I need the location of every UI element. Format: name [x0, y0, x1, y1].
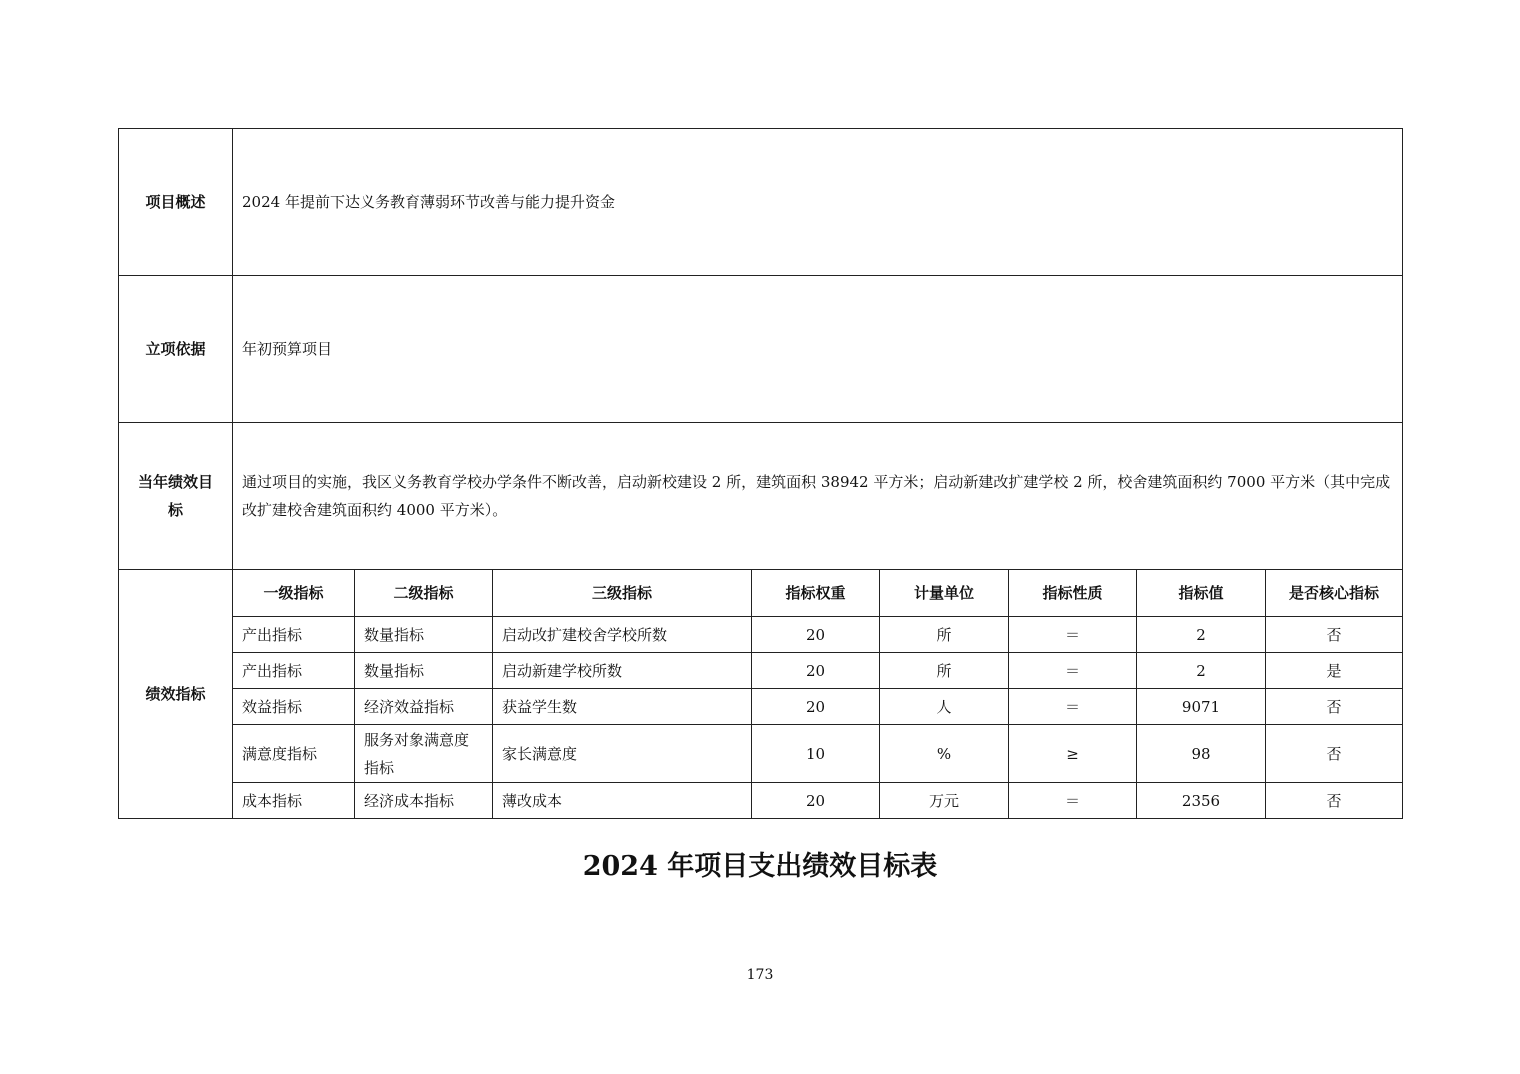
table-cell: 满意度指标: [233, 725, 355, 783]
table-cell: 产出指标: [233, 653, 355, 689]
table-cell: 启动改扩建校舍学校所数: [493, 617, 752, 653]
table-row: [119, 725, 1403, 783]
annual-goal-value: 通过项目的实施，我区义务教育学校办学条件不断改善，启动新校建设 2 所，建筑面积 38942 平方米；启动新建改扩建学校 2 所，校舍建筑面积约 7000 平方米（其中完成改扩建校舍建筑面积约 4000 平方米）。: [233, 423, 1403, 570]
annual-goal-label: 当年绩效目标: [119, 423, 233, 570]
basis-row: [119, 276, 1403, 423]
table-cell: 20: [752, 617, 880, 653]
table-cell: 10: [752, 725, 880, 783]
indicators-label: 绩效指标: [119, 570, 233, 819]
overview-value: 2024 年提前下达义务教育薄弱环节改善与能力提升资金: [233, 129, 1403, 276]
overview-row: [119, 129, 1403, 276]
table-cell: 20: [752, 783, 880, 819]
table-cell: 所: [880, 617, 1009, 653]
table-cell: 效益指标: [233, 689, 355, 725]
table-cell: 成本指标: [233, 783, 355, 819]
table-cell: 薄改成本: [493, 783, 752, 819]
table-cell: %: [880, 725, 1009, 783]
table-row: [119, 689, 1403, 725]
table-cell: ＝: [1009, 653, 1137, 689]
table-cell: 家长满意度: [493, 725, 752, 783]
column-header: 是否核心指标: [1266, 570, 1403, 617]
table-cell: 获益学生数: [493, 689, 752, 725]
column-header: 指标权重: [752, 570, 880, 617]
overview-label: 项目概述: [119, 129, 233, 276]
table-cell: 98: [1137, 725, 1266, 783]
table-row: [119, 783, 1403, 819]
table-cell: 否: [1266, 617, 1403, 653]
table-cell: 万元: [880, 783, 1009, 819]
annual-goal-row: [119, 423, 1403, 570]
table-cell: ＝: [1009, 783, 1137, 819]
column-header: 计量单位: [880, 570, 1009, 617]
table-cell: 服务对象满意度指标: [355, 725, 493, 783]
table-cell: 否: [1266, 783, 1403, 819]
table-cell: 2: [1137, 653, 1266, 689]
table-cell: 人: [880, 689, 1009, 725]
column-header: 一级指标: [233, 570, 355, 617]
table-cell: ＝: [1009, 689, 1137, 725]
table-cell: 所: [880, 653, 1009, 689]
table-cell: 20: [752, 689, 880, 725]
column-header: 三级指标: [493, 570, 752, 617]
table-cell: 2: [1137, 617, 1266, 653]
page-title: 2024 年项目支出绩效目标表: [582, 851, 938, 882]
table-cell: 是: [1266, 653, 1403, 689]
column-header: 二级指标: [355, 570, 493, 617]
performance-target-table: [118, 128, 1403, 819]
table-cell: 9071: [1137, 689, 1266, 725]
basis-value: 年初预算项目: [233, 276, 1403, 423]
table-cell: 产出指标: [233, 617, 355, 653]
table-cell: 数量指标: [355, 617, 493, 653]
table-cell: 20: [752, 653, 880, 689]
table-cell: 启动新建学校所数: [493, 653, 752, 689]
table-cell: 数量指标: [355, 653, 493, 689]
basis-label: 立项依据: [119, 276, 233, 423]
column-header: 指标性质: [1009, 570, 1137, 617]
indicator-header-row: [119, 570, 1403, 617]
column-header: 指标值: [1137, 570, 1266, 617]
table-cell: 否: [1266, 689, 1403, 725]
table-cell: ≥: [1009, 725, 1137, 783]
page-number: 173: [746, 967, 774, 983]
table-cell: ＝: [1009, 617, 1137, 653]
table-row: [119, 617, 1403, 653]
table-cell: 2356: [1137, 783, 1266, 819]
table-row: [119, 653, 1403, 689]
table-cell: 否: [1266, 725, 1403, 783]
table-cell: 经济成本指标: [355, 783, 493, 819]
table-cell: 经济效益指标: [355, 689, 493, 725]
